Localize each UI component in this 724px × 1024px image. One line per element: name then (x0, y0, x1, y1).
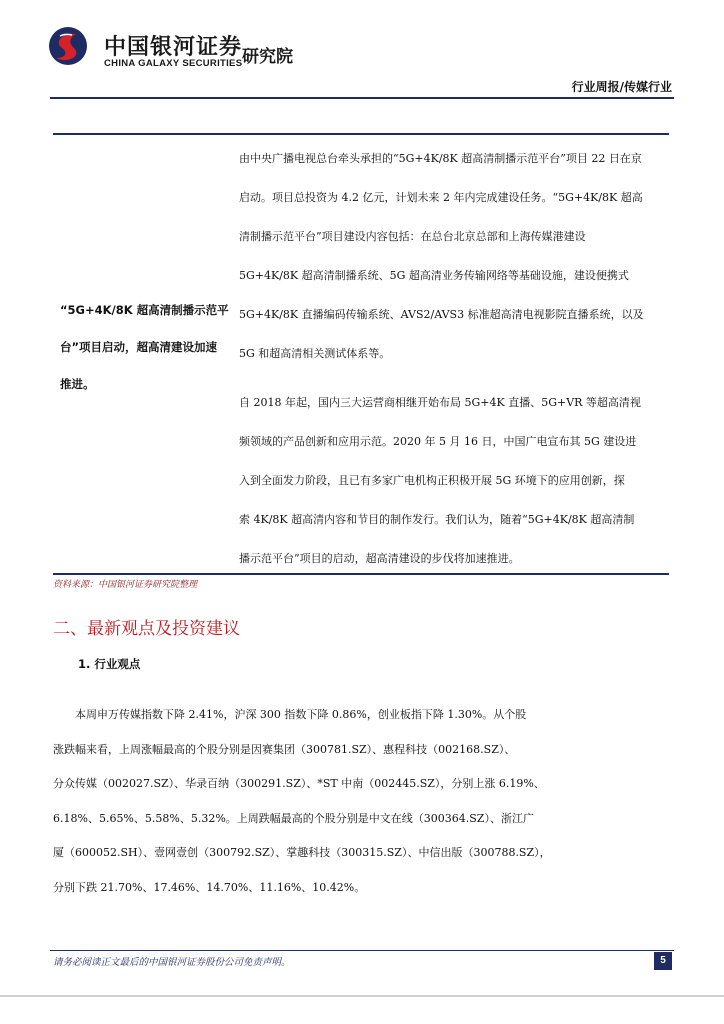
sub-section-title: 1. 行业观点 (78, 657, 141, 671)
paragraph-line: 5G+4K/8K 超高清制播系统、5G 超高清业务传输网络等基础设施，建设便携式 (239, 269, 629, 282)
side-label-line: 推进。 (60, 377, 95, 391)
section-title: 二、最新观点及投资建议 (53, 619, 240, 639)
paragraph-line: 5G 和超高清相关测试体系等。 (239, 347, 391, 360)
paragraph-line: 6.18%、5.65%、5.58%、5.32%。上周跌幅最高的个股分别是中文在线（300364.SZ）、浙江广 (53, 811, 534, 825)
side-label-line: 台”项目启动，超高清建设加速 (60, 340, 218, 354)
paragraph-line: 索 4K/8K 超高清内容和节目的制作发行。我们认为，随着“5G+4K/8K 超高清制 (239, 513, 635, 526)
disclaimer-text: 请务必阅读正文最后的中国银河证券股份公司免责声明。 (53, 957, 291, 968)
side-label-line: “5G+4K/8K 超高清制播示范平 (60, 303, 229, 317)
paragraph-line: 清制播示范平台”项目建设内容包括：在总台北京总部和上海传媒港建设 (239, 230, 586, 243)
institute-label: 研究院 (242, 47, 293, 67)
header-divider (50, 97, 674, 99)
paragraph-line: 厦（600052.SH）、壹网壹创（300792.SZ）、掌趣科技（300315.SZ）、中信出版（300788.SZ）， (53, 846, 551, 859)
paragraph-line: 播示范平台”项目的启动，超高清建设的步伐将加速推进。 (239, 552, 520, 565)
table-top-rule (53, 133, 669, 135)
table-paragraph-1 (239, 139, 671, 373)
report-category: 行业周报/传媒行业 (571, 80, 672, 94)
table-bottom-rule (53, 573, 669, 575)
brand-name-en: CHINA GALAXY SECURITIES (104, 58, 243, 69)
galaxy-logo-icon (48, 26, 88, 66)
paragraph-line: 涨跌幅来看，上周涨幅最高的个股分别是因赛集团（300781.SZ）、惠程科技（002168.SZ）、 (53, 742, 516, 756)
paragraph-line: 自 2018 年起，国内三大运营商相继开始布局 5G+4K 直播、5G+VR 等超高清视 (239, 396, 641, 409)
table-paragraph-2 (239, 383, 671, 578)
industry-view-paragraph (53, 698, 553, 905)
paragraph-line: 由中央广播电视总台牵头承担的“5G+4K/8K 超高清制播示范平台”项目 22 日在京 (239, 152, 642, 165)
paragraph-line: 本周申万传媒指数下降 2.41%，沪深 300 指数下降 0.86%，创业板指下降 1.30%。从个股 (75, 708, 527, 721)
paragraph-line: 入到全面发力阶段，且已有多家广电机构正积极开展 5G 环境下的应用创新，探 (239, 474, 625, 487)
paragraph-line: 分别下跌 21.70%、17.46%、14.70%、11.16%、10.42%。 (53, 880, 366, 894)
paragraph-line: 5G+4K/8K 直播编码传输系统、AVS2/AVS3 标准超高清电视影院直播系统，以及 (239, 308, 644, 321)
table-side-label (60, 292, 232, 403)
page-number: 5 (654, 952, 672, 970)
footer-divider (50, 950, 674, 951)
paragraph-line: 分众传媒（002027.SZ）、华录百纳（300291.SZ）、*ST 中南（002445.SZ），分别上涨 6.19%、 (53, 777, 545, 790)
source-note: 资料来源：中国银河证券研究院整理 (53, 580, 198, 590)
page-header (0, 0, 724, 100)
paragraph-line: 频领域的产品创新和应用示范。2020 年 5 月 16 日，中国广电宣布其 5G 建设进 (239, 435, 637, 448)
page-bottom-edge (0, 995, 724, 997)
brand-name-cn: 中国银河证券 (104, 35, 243, 60)
paragraph-line: 启动。项目总投资为 4.2 亿元，计划未来 2 年内完成建设任务。“5G+4K/8K 超高 (239, 191, 643, 204)
